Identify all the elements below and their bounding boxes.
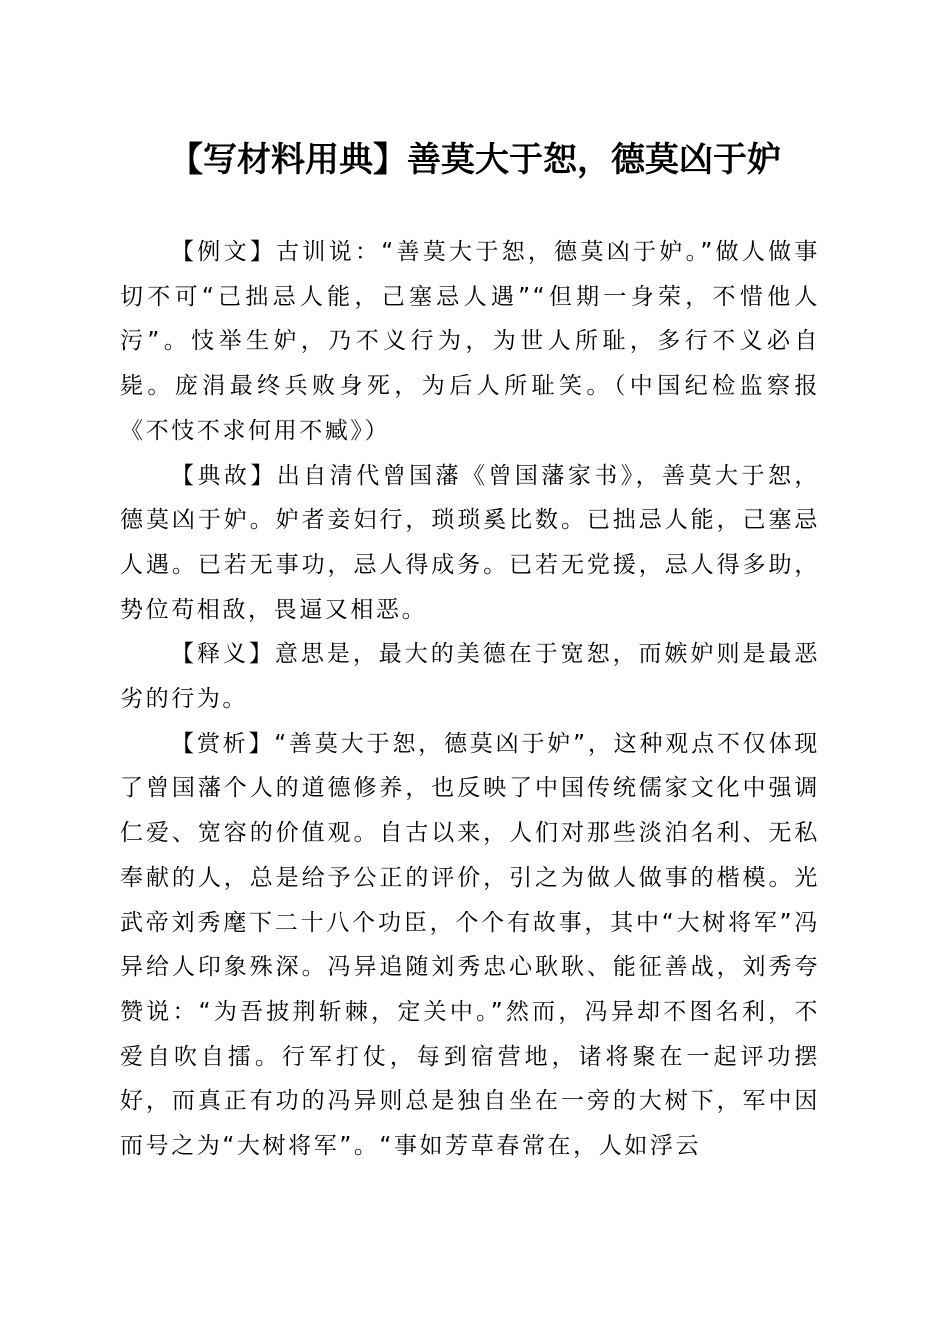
paragraph-text: 出自清代曾国藩《曾国藩家书》，善莫大于恕，德莫凶于妒。妒者妾妇行，琐琐奚比数。已拙忌人能，己塞忌人遇。已若无事功，忌人得成务。已若无党援，忌人得多助，势位苟相敌，畏逼又相恶。: [120, 462, 820, 623]
paragraph-text: 古训说：“善莫大于恕，德莫凶于妒。”做人做事切不可“己拙忌人能，己塞忌人遇”“但期一身荣，不惜他人污”。忮举生妒，乃不义行为，为世人所耻，多行不义必自毙。庞涓最终兵败身死，为后人所耻笑。（中国纪检监察报《不忮不求何用不臧》）: [120, 239, 821, 444]
paragraph-allusion: [120, 454, 820, 633]
paragraph-tag: 【赏析】: [171, 730, 275, 757]
paragraph-appreciation: [120, 722, 820, 1169]
paragraph-text: 意思是，最大的美德在于宽恕，而嫉妒则是最恶劣的行为。: [120, 641, 820, 713]
paragraph-tag: 【典故】: [171, 462, 277, 489]
document-body: [120, 230, 820, 1169]
paragraph-tag: 【例文】: [171, 239, 277, 265]
paragraph-tag: 【释义】: [171, 641, 275, 668]
paragraph-text: “善莫大于恕，德莫凶于妒”，这种观点不仅体现了曾国藩个人的道德修养，也反映了中国传统儒家文化中强调仁爱、宽容的价值观。自古以来，人们对那些淡泊名利、无私奉献的人，总是给予公正的评价，引之为做人做事的楷模。光武帝刘秀麾下二十八个功臣，个个有故事，其中“大树将军”冯异给人印象殊深。冯异追随刘秀忠心耿耿、能征善战，刘秀夸赞说：“为吾披荆斩棘，定关中。”然而，冯异却不图名利，不爱自吹自擂。行军打仗，每到宿营地，诸将聚在一起评功摆好，而真正有功的冯异则总是独自坐在一旁的大树下，军中因而号之为“大树将军”。“事如芳草春常在，人如浮云: [120, 730, 821, 1160]
paragraph-example: [120, 230, 820, 454]
document-title: 【写材料用典】善莫大于恕，德莫凶于妒: [169, 140, 781, 180]
paragraph-meaning: [120, 632, 820, 721]
